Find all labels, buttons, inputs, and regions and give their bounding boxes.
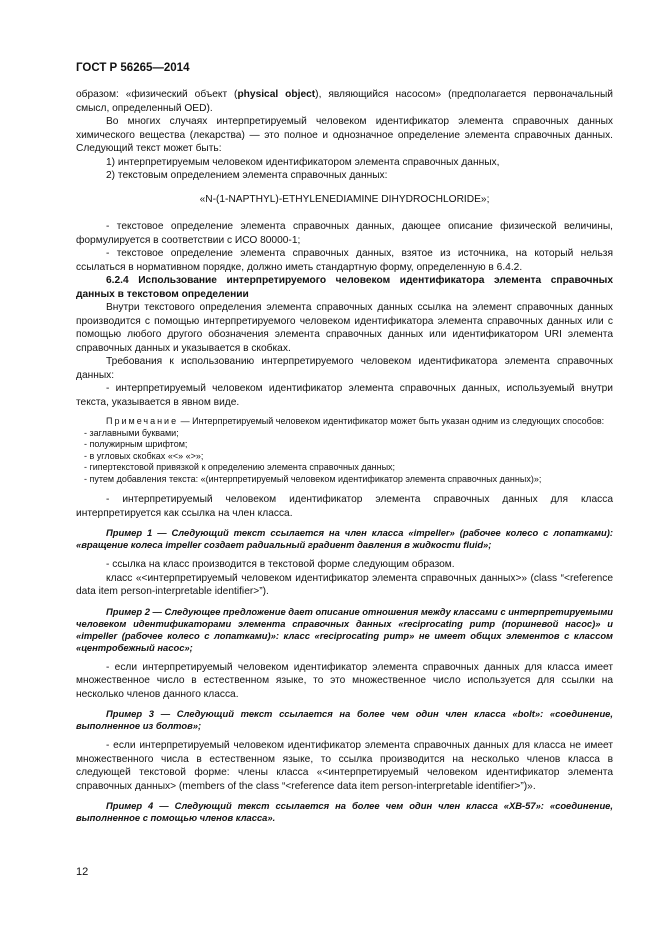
note-text: — Интерпретируемый человеком идентификатор может быть указан одним из следующих способов: [178, 416, 605, 426]
example: Пример 3 — Следующий текст ссылается на более чем один член класса «bolt»: «соединение, выполненное из болтов»; [76, 708, 613, 731]
dash-item: - интерпретируемый человеком идентификатор элемента справочных данных для класса интерпретируется как ссылка на член класса. [76, 494, 613, 519]
bold-term: physical object [237, 89, 316, 100]
dash-item: - интерпретируемый человеком идентификатор элемента справочных данных, используемый внутри текста, указывается в явном виде. [76, 383, 613, 408]
dash-item: - если интерпретируемый человеком идентификатор элемента справочных данных для класса имеет множественное число в естественном языке, то это множественное число используется для ссылки на несколько членов данного класса. [76, 661, 613, 700]
note-item: - заглавными буквами; [84, 427, 179, 438]
page-number: 12 [76, 866, 89, 878]
chemical-name: «N-(1-NAPTHYL)-ETHYLENEDIAMINE DIHYDROCHLORIDE»; [199, 193, 490, 205]
list-item: 1) интерпретируемым человеком идентификатором элемента справочных данных, [106, 156, 500, 168]
example: Пример 1 — Следующий текст ссылается на член класса «impeller» (рабочее колесо с лопатками): «вращение колеса impeller создает радиальный градиент давления в жидкости fluid»; [76, 527, 613, 550]
example: Пример 2 — Следующее предложение дает описание отношения между классами с интерпретируемыми человеком идентификаторами элемента справочных данных «reciprocating pump (поршневой насос)» и «impeller (рабочее колесо с лопатками)»: класс «reciprocating pump» не имеет общих элементов с классом «центробежный насос»; [76, 605, 613, 653]
section-heading: 6.2.4 Использование интерпретируемого человеком идентификатора элемента справочных данных в текстовом определении [76, 275, 613, 300]
note-item: - в угловых скобках «<» «>»; [84, 450, 204, 461]
document-body [76, 88, 613, 831]
dash-item: - ссылка на класс производится в текстовой форме следующим образом. [106, 559, 455, 570]
note-item: - полужирным шрифтом; [84, 439, 188, 449]
paragraph: Требования к использованию интерпретируемого человеком идентификатора элемента справочных данных: [76, 356, 613, 381]
paragraph [76, 88, 613, 115]
document-header: ГОСТ Р 56265—2014 [76, 62, 190, 74]
paragraph: Во многих случаях интерпретируемый человеком идентификатор элемента справочных данных химического вещества (лекарства) — это полное и однозначное определение элемента справочных данных. Следующий текст может быть: [76, 116, 613, 154]
dash-item: - текстовое определение элемента справочных данных, дающее описание физической величины, формулируется в соответствии с ИСО 80000-1; [76, 221, 613, 246]
note [76, 416, 613, 428]
note-item: - гипертекстовой привязкой к определению элемента справочных данных; [84, 462, 396, 472]
text: ), являющийся насосом» (предполагается первоначальный смысл, определенный OED). [76, 89, 613, 114]
text: образом: «физический объект ( [76, 89, 238, 100]
dash-item: - если интерпретируемый человеком идентификатор элемента справочных данных для класса не имеет множественного числа в естественном языке, то ссылка производится на несколько членов класса в следующей текстовой форме: члены класса «<интерпретируемый человеком идентификатор элемента справочных данных> (members of the class “<reference data item person-interpretable identifier>”)». [76, 740, 613, 792]
example: Пример 4 — Следующий текст ссылается на более чем один член класса «XB-57»: «соединение, выполненное с помощью членов класса». [76, 800, 613, 823]
list-item: 2) текстовым определением элемента справочных данных: [106, 170, 388, 181]
paragraph: Внутри текстового определения элемента справочных данных ссылка на элемент справочных данных производится с помощью интерпретируемого человеком идентификатора элемента справочных данных или с помощью любого другого обозначения элемента справочных данных или идентификатором URI элемента справочных данных и указывается в скобках. [76, 302, 613, 354]
dash-item: - текстовое определение элемента справочных данных, взятое из источника, на который нельзя ссылаться в нормативном порядке, должно иметь стандартную форму, определенную в 6.4.2. [76, 248, 613, 273]
paragraph: класс «<интерпретируемый человеком идентификатор элемента справочных данных>» (class “<reference data item person-interpretable identifier>”). [76, 572, 613, 597]
note-item: - путем добавления текста: «(интерпретируемый человеком идентификатор элемента справочных данных)»; [84, 473, 542, 484]
note-label: Примечание [106, 416, 179, 426]
